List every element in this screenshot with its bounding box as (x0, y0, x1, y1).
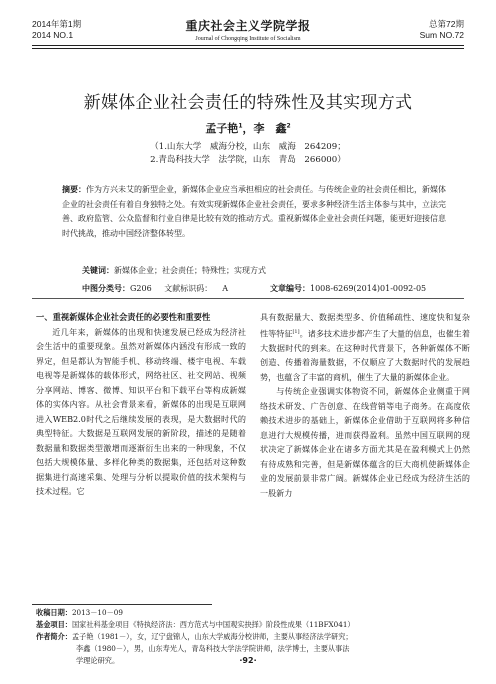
clc-code: G206 (130, 284, 152, 293)
keywords (82, 265, 266, 276)
article-no: 1008-6269(2014)01-0092-05 (310, 284, 427, 293)
fund-project: 基金项目：国家社科基金项目《特执经济法：西方范式与中国观实抉择》阶段性成果（11BFX041） (36, 620, 355, 629)
affiliations (0, 141, 496, 167)
header-rule (32, 45, 464, 46)
doc-code: A (222, 284, 228, 293)
author-1: 孟子艳 (205, 122, 239, 135)
paragraph-text: 。诸多技术进步都产生了大量的信息，也催生着大数据时代的到来。在这种时代背景下，各种新媒体不断创造、传播着海量数据，不仅顺应了大数据时代的发展趋势，也蕴含了丰富的商机，催生了大量的新媒体企业。 (260, 328, 470, 382)
author-bio-3: 学理论研究。 (76, 656, 120, 665)
journal-header (0, 0, 496, 52)
classification-line (82, 283, 462, 294)
clc-label: 中图分类号： (82, 284, 130, 293)
citation-ref: [1] (292, 328, 300, 335)
paragraph-text: 具有数据量大、数据类型多、价值稀疏性、速度快和复杂性等特征 (260, 312, 470, 339)
author-1-sup: 1 (238, 122, 243, 130)
author-separator: ， (242, 122, 254, 135)
authors (0, 120, 496, 136)
abstract-label: 摘要： (62, 185, 86, 194)
issue-en: 2014 NO.1 (32, 30, 74, 40)
page-number: ·92· (239, 656, 257, 665)
total-issue-en: Sum NO.72 (419, 30, 464, 40)
article-no-label: 文章编号： (270, 284, 310, 293)
affiliation-2: 2.青岛科技大学 法学院，山东 青岛 266000） (150, 155, 346, 165)
total-issue-info (420, 19, 464, 41)
doc-code-label: 文献标识码： (164, 284, 213, 293)
abstract-text: 作为方兴未艾的新型企业，新媒体企业应当承担相应的社会责任。与传统企业的社会责任相比，新媒体企业的社会责任有着自身独特之处。有效实现新媒体企业社会责任，要求多种经济生活主体参与其中，立法完善、政府监管、公众监督和行业自律是比较有效的推动方式。重视新媒体企业社会责任问题，能更好迎接信息时代挑战，推动中国经济整体转型。 (62, 185, 446, 238)
abstract (62, 183, 446, 241)
author-bio-2: 李鑫（1980－），男，山东寿光人，青岛科技大学法学院讲师，法学博士，主要从事法 (76, 644, 350, 653)
header-rule-thin (32, 48, 464, 49)
author-bio: 作者简介：孟子艳（1981－），女，辽宁盘锦人，山东大学威海分校讲师，主要从事经济法学研究； (36, 632, 353, 641)
author-2: 李 鑫 (253, 122, 287, 135)
article-title: 新媒体企业社会责任的特殊性及其实现方式 (83, 93, 413, 113)
affiliation-1: （1.山东大学 威海分校，山东 威海 264209； (150, 142, 346, 152)
body-column-right (260, 310, 470, 500)
keywords-label: 关键词： (82, 266, 114, 275)
keywords-text: 新媒体企业；社会责任；特殊性；实现方式 (114, 266, 266, 275)
body-column-left (36, 310, 246, 499)
paragraph: 与传统企业强调实体物资不同，新媒体企业侧重于网络技术研发、广告创意、在线营销等电子商务。在高度依赖技术进步的基础上，新媒体企业借助于互联网将多种信息进行大规模传播，进而获得盈利。虽然中国互联网的现状决定了新媒体企业在诸多方面尤其是在盈利模式上仍然有待成熟和完善，但是新媒体蕴含的巨大商机使新媒体企业的发展前景非常广阔。新媒体企业已经成为经济生活的一股新力 (260, 386, 470, 498)
paragraph-continued (260, 310, 470, 384)
author-2-sup: 2 (286, 122, 291, 130)
year-issue: 2014年第1期 (32, 19, 82, 29)
abstract-separator (32, 298, 464, 299)
paragraph: 近几年来，新媒体的出现和快速发展已经成为经济社会生活中的重要现象。虽然对新媒体内涵没有形成一致的界定，但是都认为智能手机、移动终端、楼宇电视、车载电视等是新媒体的载体形式，网络社区、社交网站、视频分享网站、博客、微博、知识平台和下载平台等构成新媒体的实体内容。从社会背景来看，新媒体的出现是互联网进入WEB2.0时代之后继续发展的表现，是大数据时代的典型特征。大数据是互联网发展的新阶段，描述的是随着数据量和数据类型激增而逐渐衍生出来的一种现象，不仅包括大规模体量、多样化种类的数据集，还包括对这种数据集进行高速采集、处理与分析以提取价值的技术架构与技术过程。它 (36, 326, 246, 496)
total-issue: 总第72期 (429, 19, 464, 29)
received-date: 收稿日期：2013－10－09 (36, 608, 123, 617)
footnote-rule (32, 604, 212, 605)
journal-name-cn: 重庆社会主义学院学报 (185, 19, 311, 33)
section-heading: 一、重视新媒体企业社会责任的必要性和重要性 (36, 312, 211, 322)
journal-name-en: Journal of Chongqing Institute of Socialism (195, 36, 301, 42)
